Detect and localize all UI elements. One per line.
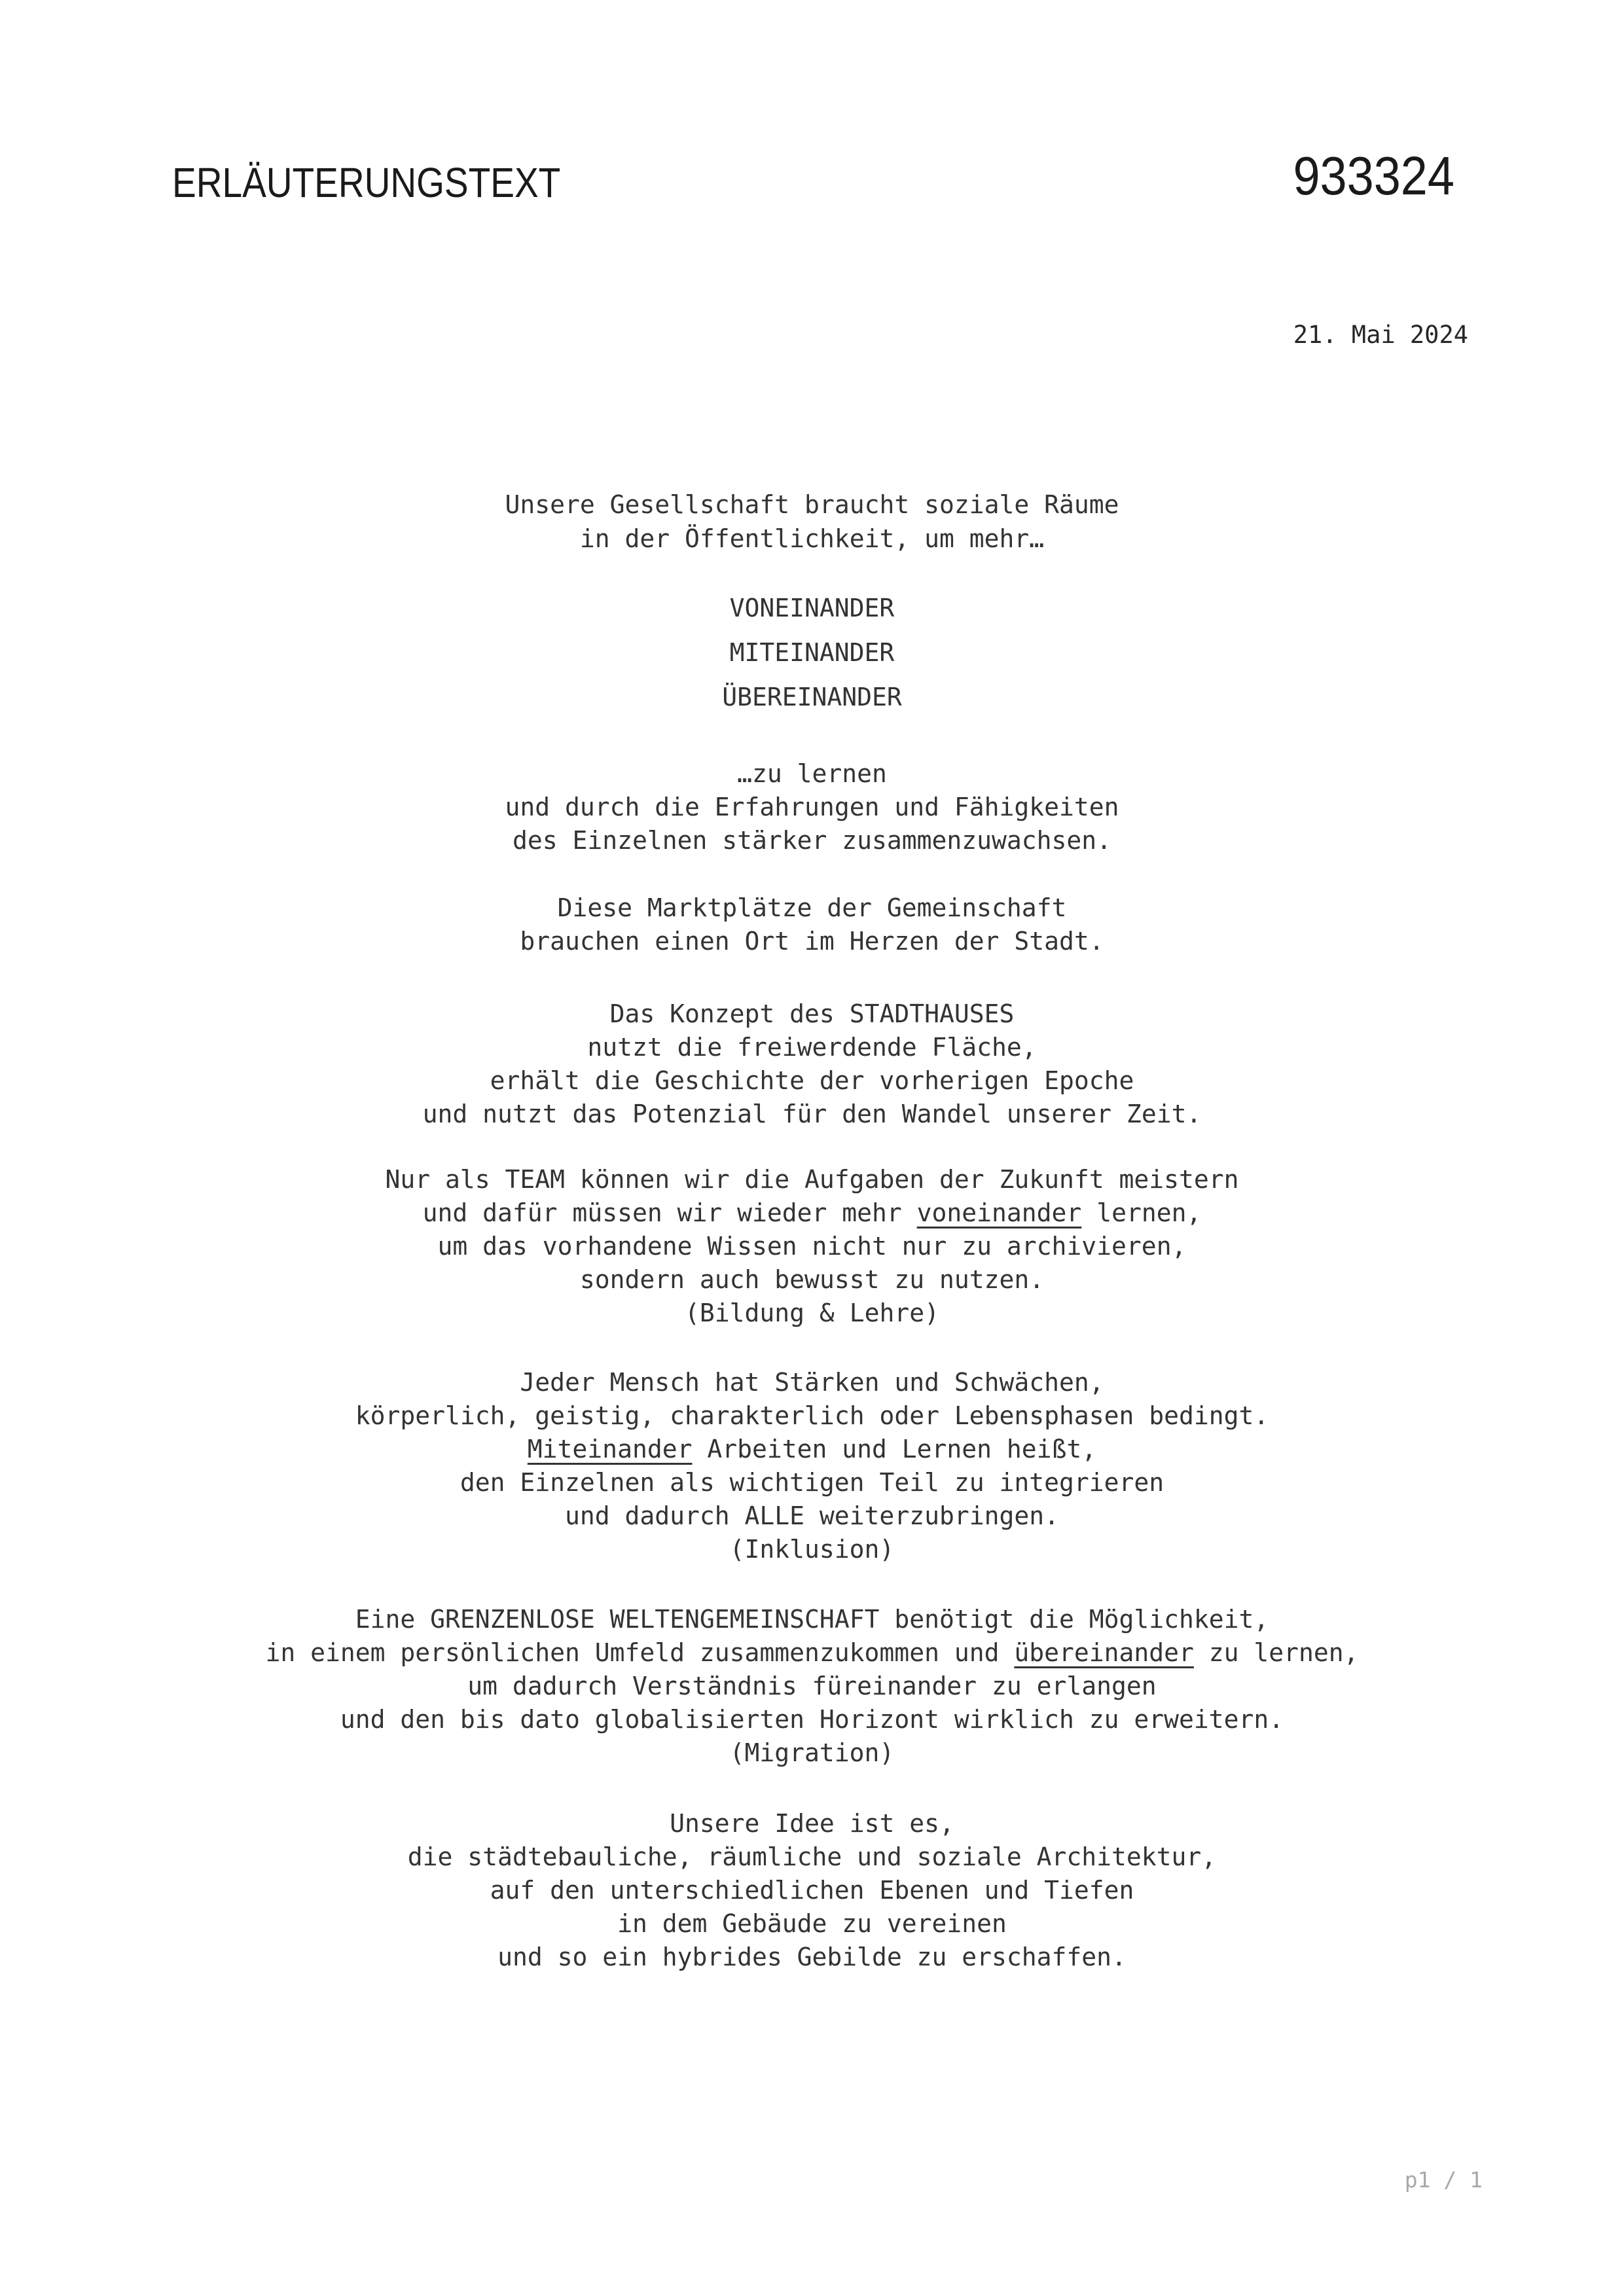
paragraph-stadthaus-concept [0,997,1624,1131]
text-line [0,1533,1624,1566]
text-line [0,1399,1624,1433]
text-segment: (Inklusion) [729,1535,895,1564]
text-line [0,586,1624,630]
text-line [0,1196,1624,1230]
text-segment: Das Konzept des STADTHAUSES [609,999,1015,1028]
text-segment: und dafür müssen wir wieder mehr [422,1198,917,1227]
text-segment: MITEINANDER [729,638,895,667]
text-segment: um dadurch Verständnis füreinander zu erlangen [467,1672,1157,1700]
text-segment: in einem persönlichen Umfeld zusammenzukommen und [265,1638,1015,1667]
text-segment: Jeder Mensch hat Stärken und Schwächen, [520,1368,1104,1397]
text-line [0,791,1624,824]
text-segment: Nur als TEAM können wir die Aufgaben der Zukunft meistern [385,1165,1239,1194]
text-line [0,1703,1624,1736]
text-line [0,1466,1624,1499]
text-segment: ÜBEREINANDER [722,683,902,711]
project-number: 933324 [1293,145,1454,206]
document-title: ERLÄUTERUNGSTEXT [172,159,561,206]
text-line [0,1840,1624,1874]
text-segment: nutzt die freiwerdende Fläche, [587,1033,1037,1062]
text-segment: und den bis dato globalisierten Horizont wirklich zu erweitern. [340,1705,1284,1734]
text-line [0,1098,1624,1131]
text-segment: um das vorhandene Wissen nicht nur zu archivieren, [437,1232,1187,1261]
text-segment: die städtebauliche, räumliche und soziale Architektur, [407,1842,1217,1871]
paragraph-opening [0,488,1624,556]
underlined-word: übereinander [1014,1638,1194,1667]
text-line [0,488,1624,522]
underlined-word: Miteinander [527,1435,693,1463]
text-line [0,1736,1624,1770]
text-segment: in der Öffentlichkeit, um mehr… [579,524,1045,553]
paragraph-inklusion [0,1366,1624,1566]
text-line [0,1670,1624,1703]
text-segment: den Einzelnen als wichtigen Teil zu integrieren [460,1468,1164,1497]
text-line [0,1064,1624,1098]
page-indicator: p1 / 1 [1404,2167,1483,2193]
text-segment: Unsere Gesellschaft braucht soziale Räume [505,490,1119,519]
text-line [0,1031,1624,1064]
text-segment: lernen, [1081,1198,1202,1227]
text-segment: erhält die Geschichte der vorherigen Epoche [490,1066,1134,1095]
text-segment: und durch die Erfahrungen und Fähigkeiten [505,793,1119,821]
text-line [0,997,1624,1031]
text-line [0,1366,1624,1399]
text-segment: (Migration) [729,1738,895,1767]
text-line [0,1603,1624,1636]
text-segment: körperlich, geistig, charakterlich oder Lebensphasen bedingt. [355,1401,1269,1430]
text-segment: und so ein hybrides Gebilde zu erschaffen. [497,1943,1127,1971]
text-line [0,1636,1624,1670]
underlined-word: voneinander [916,1198,1082,1227]
text-line [0,1433,1624,1466]
text-segment: sondern auch bewusst zu nutzen. [579,1265,1045,1294]
text-segment: Arbeiten und Lernen heißt, [692,1435,1097,1463]
text-line [0,824,1624,857]
text-line [0,891,1624,925]
text-segment: des Einzelnen stärker zusammenzuwachsen. [512,826,1112,855]
paragraph-marketplaces [0,891,1624,958]
text-segment: …zu lernen [737,759,887,788]
text-line [0,1230,1624,1263]
text-segment: und dadurch ALLE weiterzubringen. [565,1501,1059,1530]
document-date: 21. Mai 2024 [1293,321,1468,349]
text-line [0,1941,1624,1974]
text-segment: brauchen einen Ort im Herzen der Stadt. [520,927,1104,956]
text-segment: VONEINANDER [729,594,895,622]
text-segment: und nutzt das Potenzial für den Wandel unserer Zeit. [422,1100,1202,1128]
text-segment: in dem Gebäude zu vereinen [617,1909,1007,1938]
text-segment: auf den unterschiedlichen Ebenen und Tiefen [490,1876,1134,1905]
text-line [0,630,1624,675]
text-segment: zu lernen, [1193,1638,1359,1667]
text-line [0,1297,1624,1330]
paragraph-learning [0,757,1624,857]
text-segment: Unsere Idee ist es, [670,1809,954,1838]
text-line [0,522,1624,556]
text-line [0,1499,1624,1533]
paragraph-idea [0,1807,1624,1974]
text-line [0,1874,1624,1907]
text-line [0,1263,1624,1297]
text-line [0,925,1624,958]
text-segment: Diese Marktplätze der Gemeinschaft [557,893,1067,922]
text-line [0,1163,1624,1196]
paragraph-team-bildung-lehre [0,1163,1624,1330]
text-line [0,1907,1624,1941]
text-segment: (Bildung & Lehre) [685,1299,939,1327]
text-segment: Eine GRENZENLOSE WELTENGEMEINSCHAFT benötigt die Möglichkeit, [355,1605,1269,1634]
text-line [0,675,1624,719]
paragraph-keywords [0,586,1624,719]
paragraph-migration [0,1603,1624,1770]
text-line [0,1807,1624,1840]
text-line [0,757,1624,791]
